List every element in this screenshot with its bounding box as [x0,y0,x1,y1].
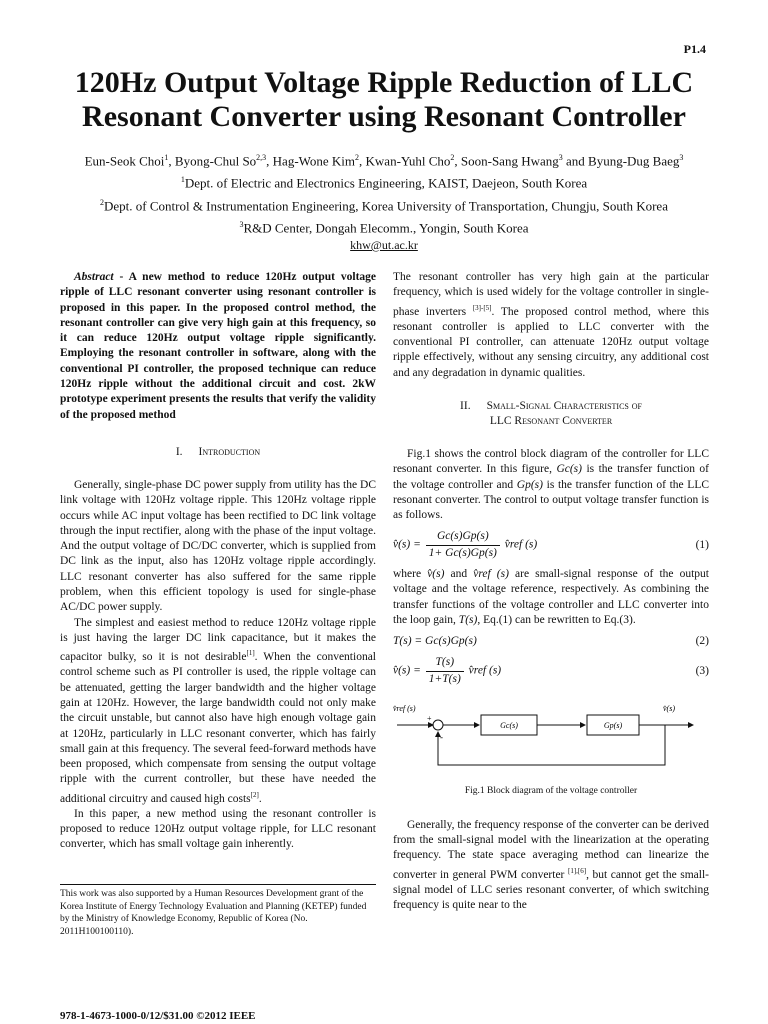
eq-denominator: 1+T(s) [426,671,464,687]
eq-lhs: v̂(s) = [393,538,421,551]
citation: [2] [250,790,259,799]
copyright-footer: 978-1-4673-1000-0/12/$31.00 ©2012 IEEE [60,1010,256,1022]
eq-denominator: 1+ Gc(s)Gp(s) [426,545,500,561]
summing-junction [433,720,443,730]
left-column [60,270,376,853]
author-name: Soon-Sang Hwang [460,153,559,169]
affiliation-sup: 2 [100,197,104,207]
abstract-text: - A new method to reduce 120Hz output voltage ripple of LLC resonant converter using resonant controller is proposed in this paper. In the proposed control method, the resonant controller can give very high gain at this frequency, so it can reduce 120Hz output voltage ripple significantly. Employing the resonant controller in software, along with the conventional PI controller, the proposed technique can reduce 120Hz ripple without the additional circuit and cost. 2kW prototype experiment presents the results that verify the validity of the proposed method [60,271,377,421]
affiliation-sup: 1 [180,175,185,185]
affiliation [40,170,728,192]
gc-block-label: Gc(s) [500,721,518,731]
paragraph-text: and [450,567,468,580]
feedback-path [438,725,665,765]
author-block [40,148,728,237]
paragraph-text: , Eq.(1) can be rewritten to Eq.(3). [477,613,636,626]
paragraph-text: Fig.1 shows the control block diagram of the controller for LLC resonant converter. In this figure, [393,447,709,476]
math-v: v̂(s) [427,567,445,580]
gp-block-label: Gp(s) [603,721,623,731]
equation-3 [393,655,709,687]
citation: [1],[6] [567,866,587,875]
author-affil-sup: 1 [164,153,169,162]
diagram-input-label: v̂ref (s) [393,704,416,714]
equation-number: (1) [695,538,709,551]
equation-body [393,655,501,687]
block-diagram [393,699,709,777]
paragraph-text: The simplest and easiest method to reduce 120Hz voltage ripple is just having the larger DC link capacitance, but it makes the capacitor bulky, so it is not desirable [60,616,376,664]
eq-rhs: v̂ref (s) [468,664,502,677]
author-name: Byong-Chul So [174,153,257,169]
affiliation-text: Dept. of Control & Instrumentation Engineering, Korea University of Transportation, Chungju, South Korea [104,197,668,213]
author-affil-sup: 2 [355,153,360,162]
paper-title: 120Hz Output Voltage Ripple Reduction of LLC Resonant Converter using Resonant Controller [74,66,694,133]
affiliation-text: R&D Center, Dongah Elecomm., Yongin, South Korea [243,220,529,236]
author-affil-sup: 3 [558,153,563,162]
email-link[interactable]: khw@ut.ac.kr [350,238,418,252]
summing-minus: - [440,732,443,743]
author-conjunction: and [566,153,585,169]
paragraph [60,616,376,807]
section-number: I. [175,445,183,458]
section-heading [60,445,376,460]
author-list: Eun-Seok Choi$^1$, Byong-Chul So$^{2,3}$, Hag-Wone Kim$^2$, Kwan-Yuhl Cho$^2$, Soon-Sang Hwang$^3$ and Byung-Dug Baeg$^3$ [84,153,684,169]
math-gc: Gc(s) [556,463,582,476]
paragraph-text: The resonant controller has very high gain at the particular frequency, which is used widely for the voltage controller in single-phase inverters [393,271,709,318]
author-name: Kwan-Yuhl Cho [365,153,451,169]
author-affil-sup: 3 [679,153,684,162]
diagram-output-label: v̂(s) [663,704,675,714]
paragraph [393,567,709,628]
footnote: This work was also supported by a Human Resources Development grant of the Korea Institute of Energy Technology Evaluation and Planning (KETEP) funded by the Ministry of Knowledge Economy, Republic of Korea (No. 2011H100100110). [60,884,376,938]
citation: [1] [246,649,255,658]
right-column [393,270,709,913]
figure-caption: Fig.1 Block diagram of the voltage controller [464,786,638,797]
page-number: P1.4 [683,42,706,56]
author-affil-sup: 2 [450,153,455,162]
author-name: Hag-Wone Kim [272,153,356,169]
citation: [3]-[5] [472,303,492,312]
author-name: Eun-Seok Choi [84,153,165,169]
equation-body [393,529,537,561]
paragraph-text: is the transfer function of the voltage controller and [393,463,710,491]
paragraph-text: Generally, the frequency response of the converter can be derived from the small-signal model with the linearization at the operating frequency. The state space averaging method can linearize the converter in general PWM converter [393,818,709,881]
equation-2 [393,634,709,649]
paragraph: Generally, single-phase DC power supply from utility has the DC link voltage with 120Hz voltage ripple. This 120Hz voltage ripple occurs while AC input voltage has been rectified to DC link voltage through the input rectifier, along with the phase of the input voltage. And the output voltage of DC/DC converter, which is supplied from DC link as the input, also has 120Hz voltage ripple accordingly. LLC resonant converter has also suffered for the same ripple problem, when this efficient topology is used for single-phase AC/DC power supply. [60,478,376,614]
abstract [60,270,376,423]
section-title-line2: LLC Resonant Converter [489,414,613,427]
paragraph [393,818,709,914]
paragraph-text: . The proposed control method, where this resonant controller is applied to LLC converter with the conventional PI controller, can attenuate 120Hz output voltage ripple effectively, without any sensing circuitry, any additional cost and any degradation in dynamic qualities. [393,305,710,379]
eq-rhs: v̂ref (s) [504,538,538,551]
eq-lhs: v̂(s) = [393,664,421,677]
paragraph: In this paper, a new method using the resonant controller is proposed to reduce 120Hz output voltage ripple, for LLC resonant converter, which has small voltage gain inherently. [60,807,376,851]
equation-number: (3) [695,664,709,677]
paragraph-text: . [258,792,262,805]
math-vref: v̂ref (s) [473,567,509,580]
paragraph-text: . When the conventional control scheme such as PI controller is used, the ripple voltage can be attenuated, getting the larger bandwidth and the higher voltage gain at 120Hz. However, the large bandwidth could not only make the circuit unstable, but cannot also have high enough voltage gain at 120Hz, particularly in LLC resonant converter, which has fairly small gain at this frequency. The several feed-forward methods have been proposed, which compensate from sensing the output voltage ripple with the current controller, but these have needed the additional circuitry and caused high costs [60,651,376,805]
section-title: Small-Signal Characteristics of [486,399,642,412]
section-heading [393,399,709,429]
math-ts: T(s) [458,613,478,626]
affiliation-text: Dept. of Electric and Electronics Engineering, KAIST, Daejeon, South Korea [184,175,588,191]
affiliation-sup: 3 [239,219,244,229]
eq-fraction [426,529,500,561]
paragraph-text: is the transfer function of the LLC resonant converter. The control to output voltage transfer function is as follows. [393,478,710,522]
equation-number: (2) [695,635,709,648]
equation-body: T(s) = Gc(s)Gp(s) [393,635,477,648]
section-number: II. [460,399,471,412]
paragraph-text: are small-signal response of the output voltage and the voltage reference, respectively. As combining the transfer functions of the voltage controller and LLC converter into the loop gain, [393,567,709,626]
summing-plus: + [427,714,432,724]
section-heading-line [393,399,709,414]
eq-numerator: T(s) [435,656,455,669]
affiliation [40,193,728,215]
section-title: Introduction [198,445,261,458]
paragraph-text: where [393,567,422,580]
abstract-lead: Abstract [74,271,114,283]
paragraph-text: , but cannot get the small-signal model of LLC series resonant converter, of which switching frequency is quite near to the [393,868,710,911]
author-name: Byung-Dug Baeg [588,153,680,169]
paragraph [393,447,709,523]
eq-numerator: Gc(s)Gp(s) [436,530,489,543]
paragraph [393,270,709,381]
affiliation [40,215,728,237]
equation-1 [393,529,709,561]
math-gp: Gp(s) [516,478,543,491]
author-affil-sup: 2,3 [256,153,267,162]
eq-fraction [426,655,464,687]
